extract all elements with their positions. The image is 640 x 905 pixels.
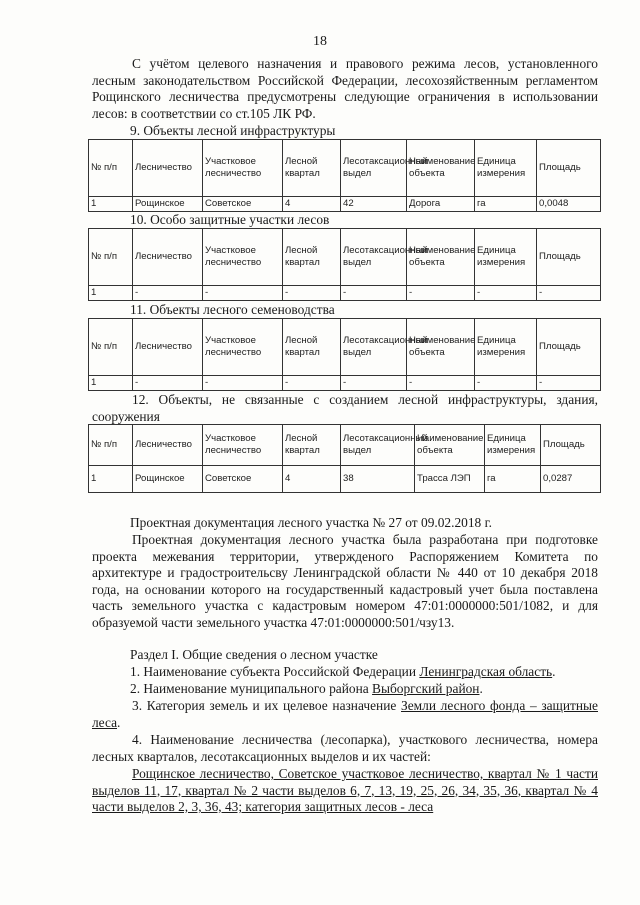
item-2-label: 2. Наименование муниципального района <box>130 681 369 696</box>
section-9-title: 9. Объекты лесной инфраструктуры <box>130 123 336 138</box>
table-cell: Советское <box>203 466 283 493</box>
section-11-title: 11. Объекты лесного семеноводства <box>130 302 335 317</box>
doc-heading: Проектная документация лесного участка № 27 от 09.02.2018 г. <box>130 515 492 530</box>
table-cell: 0,0048 <box>537 197 601 212</box>
header-cell: Лесничество <box>133 319 203 376</box>
table-header-row <box>89 425 601 466</box>
header-cell: Площадь <box>541 425 601 466</box>
table-cell: Советское <box>203 197 283 212</box>
table-cell: - <box>203 286 283 301</box>
header-cell: Лесной квартал <box>283 229 341 286</box>
header-cell: Лесной квартал <box>283 319 341 376</box>
table-cell: - <box>537 286 601 301</box>
table-cell: га <box>485 466 541 493</box>
section-9-table <box>88 139 601 212</box>
item-4-label: 4. Наименование лесничества (лесопарка), участкового лесничества, номера лесных кварталов, лесотаксационных выделов и их частей: <box>92 732 598 764</box>
table-header-row <box>89 140 601 197</box>
header-cell: № п/п <box>89 425 133 466</box>
table-cell: 1 <box>89 466 133 493</box>
table-cell: Трасса ЛЭП <box>415 466 485 493</box>
header-cell: Участковое лесничество <box>203 140 283 197</box>
header-cell: Лесничество <box>133 229 203 286</box>
header-cell: Единица измерения <box>475 319 537 376</box>
razdel-heading: Раздел I. Общие сведения о лесном участке <box>130 647 378 662</box>
item-3-label: 3. Категория земель и их целевое назначение <box>132 698 397 713</box>
header-cell: № п/п <box>89 319 133 376</box>
table-cell: - <box>283 376 341 391</box>
section-10-table <box>88 228 601 301</box>
table-cell: - <box>537 376 601 391</box>
item-1-value: Ленинградская область <box>419 664 553 679</box>
doc-paragraph: Проектная документация лесного участка была разработана при подготовке проекта межевания территории, утвержденого Распоряжением Комитета по архитектуре и градостроительсву Ленинградской области № 440 от 10 декабря 2018 года, на основании которого на государственный кадастровый учет была поставлена часть земельного участка с кадастровым номером 47:01:0000000:501/1082, и для образуемой части земельного участка 47:01:0000000:501/чзу13. <box>92 532 598 630</box>
header-cell: № п/п <box>89 140 133 197</box>
item-3: 3. Категория земель и их целевое назначение Земли лесного фонда – защитные леса. <box>92 698 598 730</box>
table-cell: 1 <box>89 197 133 212</box>
section-10-title: 10. Особо защитные участки лесов <box>130 212 330 227</box>
table-row <box>89 466 601 493</box>
table-header-row <box>89 229 601 286</box>
table-cell: 4 <box>283 197 341 212</box>
section-12-title: 12. Объекты, не связанные с созданием лесной инфраструктуры, здания, сооружения <box>92 392 598 424</box>
table-header-row <box>89 319 601 376</box>
item-4-value <box>92 766 598 816</box>
header-cell: Лесной квартал <box>283 425 341 466</box>
header-cell: Лесной квартал <box>283 140 341 197</box>
header-cell: Площадь <box>537 140 601 197</box>
table-cell: - <box>341 376 407 391</box>
item-4-value-text: Рощинское лесничество, Советское участковое лесничество, квартал № 1 части выделов 11, 17, квартал № 2 части выделов 6, 7, 13, 19, 25, 26, 34, 35, 36, квартал № 4 части выделов 2, 3, 36, 43; категория защитных лесов - леса <box>92 766 598 814</box>
header-cell: Единица измерения <box>475 140 537 197</box>
table-row <box>89 376 601 391</box>
header-cell: Площадь <box>537 319 601 376</box>
table-cell: 1 <box>89 286 133 301</box>
table-cell: - <box>283 286 341 301</box>
header-cell: № п/п <box>89 229 133 286</box>
item-2-value: Выборгский район <box>372 681 480 696</box>
header-cell: Участковое лесничество <box>203 229 283 286</box>
table-cell: - <box>407 286 475 301</box>
section-11-table <box>88 318 601 391</box>
header-cell: Участковое лесничество <box>203 425 283 466</box>
header-cell: Единица измерения <box>475 229 537 286</box>
table-cell: - <box>407 376 475 391</box>
table-cell: - <box>341 286 407 301</box>
header-cell: Единица измерения <box>485 425 541 466</box>
item-3-value: Земли лесного фонда – защитные леса <box>92 698 598 730</box>
table-cell: 38 <box>341 466 415 493</box>
header-cell: Лесотаксационный выдел <box>341 140 407 197</box>
intro-paragraph: С учётом целевого назначения и правового режима лесов, установленного лесным законодательством Российской Федерации, лесохозяйственным регламентом Рощинского лесничества предусмотрены следующие ограничения в использовании лесов: в соответствии со ст.105 ЛК РФ. <box>92 56 598 121</box>
section-12-table <box>88 424 601 493</box>
header-cell: Участковое лесничество <box>203 319 283 376</box>
header-cell: Лесотаксационный выдел <box>341 319 407 376</box>
header-cell: Наименование объекта <box>415 425 485 466</box>
table-cell: 42 <box>341 197 407 212</box>
table-cell: - <box>133 286 203 301</box>
header-cell: Лесотаксационный выдел <box>341 425 415 466</box>
table-cell: - <box>203 376 283 391</box>
header-cell: Лесотаксационный выдел <box>341 229 407 286</box>
header-cell: Наименование объекта <box>407 229 475 286</box>
table-cell: - <box>475 286 537 301</box>
table-cell: 0,0287 <box>541 466 601 493</box>
header-cell: Лесничество <box>133 140 203 197</box>
table-cell: Рощинское <box>133 197 203 212</box>
table-row <box>89 286 601 301</box>
table-cell: Рощинское <box>133 466 203 493</box>
page-number: 18 <box>313 34 327 49</box>
table-cell: - <box>133 376 203 391</box>
header-cell: Площадь <box>537 229 601 286</box>
item-1: 1. Наименование субъекта Российской Федерации Ленинградская область. <box>130 664 556 679</box>
table-cell: - <box>475 376 537 391</box>
table-cell: Дорога <box>407 197 475 212</box>
table-cell: 1 <box>89 376 133 391</box>
table-row <box>89 197 601 212</box>
item-2: 2. Наименование муниципального района Выборгский район. <box>130 681 483 696</box>
header-cell: Наименование объекта <box>407 140 475 197</box>
header-cell: Лесничество <box>133 425 203 466</box>
header-cell: Наименование объекта <box>407 319 475 376</box>
table-cell: 4 <box>283 466 341 493</box>
item-1-label: 1. Наименование субъекта Российской Федерации <box>130 664 417 679</box>
table-cell: га <box>475 197 537 212</box>
